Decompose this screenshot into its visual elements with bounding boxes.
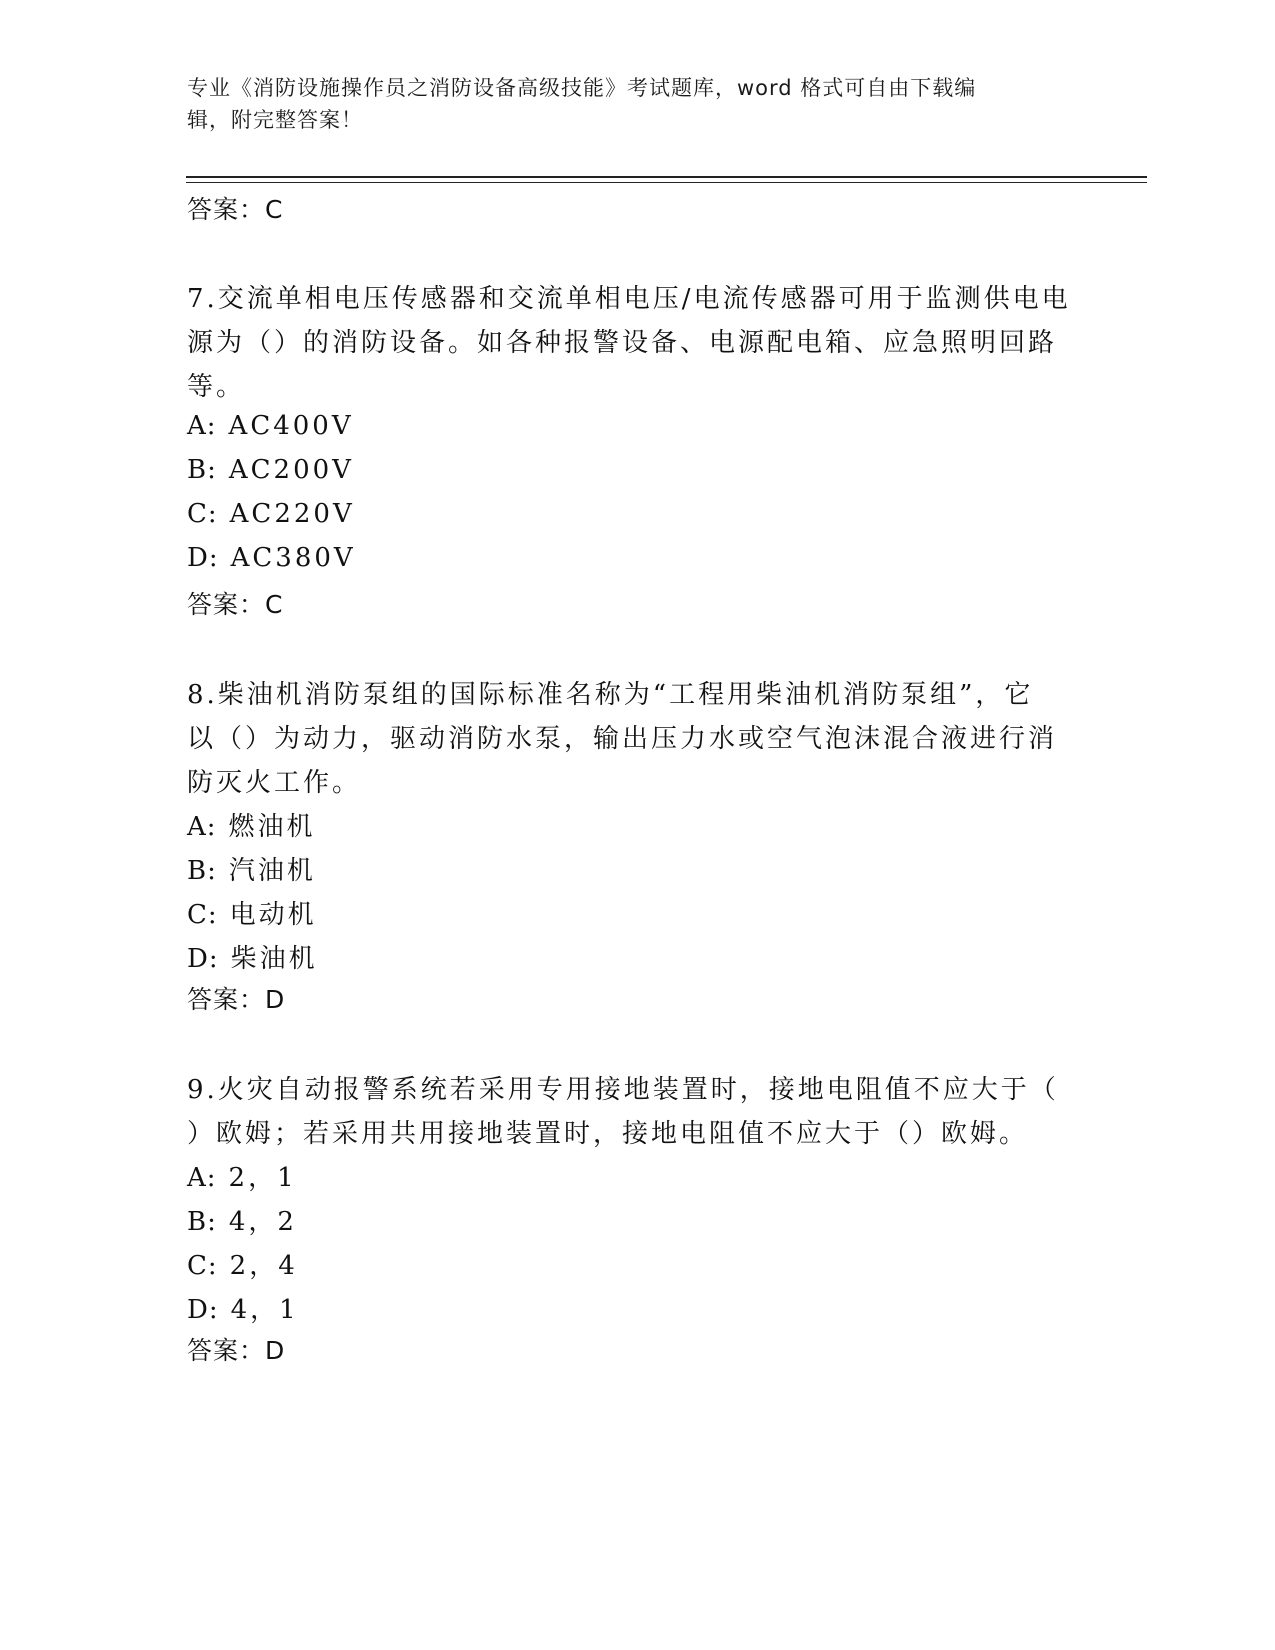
option-key: D: xyxy=(187,1295,219,1325)
option-key: B: xyxy=(187,455,217,485)
option-key: C: xyxy=(187,1251,218,1281)
option-value: 电动机 xyxy=(229,900,317,930)
option-key: D: xyxy=(187,543,219,573)
question-8-line-1: 8.柴油机消防泵组的国际标准名称为“工程用柴油机消防泵组”，它 xyxy=(187,680,1034,710)
question-9-option-c xyxy=(187,1245,298,1282)
option-value: 汽油机 xyxy=(228,856,316,886)
option-value: AC220V xyxy=(229,499,355,529)
question-7-line-1: 7.交流单相电压传感器和交流单相电压/电流传感器可用于监测供电电 xyxy=(187,284,1071,314)
option-value: 柴油机 xyxy=(230,944,318,974)
question-8-option-a xyxy=(187,806,316,843)
question-7-line-2: 源为（）的消防设备。如各种报警设备、电源配电箱、应急照明回路 xyxy=(187,328,1058,358)
option-key: A: xyxy=(187,1163,217,1193)
question-7-answer: 答案：C xyxy=(187,590,284,619)
option-value: 2，4 xyxy=(229,1251,298,1281)
question-7-option-a xyxy=(187,411,354,441)
option-value: 燃油机 xyxy=(228,812,316,842)
question-9-answer: 答案：D xyxy=(187,1336,286,1365)
question-7-option-b xyxy=(187,455,354,485)
header-line-2: 辑，附完整答案！ xyxy=(187,108,363,132)
option-key: A: xyxy=(187,812,217,842)
question-7-line-3: 等。 xyxy=(187,372,246,402)
question-8-option-d xyxy=(187,938,318,975)
question-8-option-b xyxy=(187,850,316,887)
option-value: 4，1 xyxy=(230,1295,299,1325)
header-divider-thin xyxy=(186,182,1147,183)
option-value: AC380V xyxy=(230,543,356,573)
option-value: 2，1 xyxy=(228,1163,297,1193)
question-7-option-c xyxy=(187,499,355,529)
option-key: C: xyxy=(187,900,218,930)
question-9-option-a xyxy=(187,1157,297,1194)
option-key: C: xyxy=(187,499,218,529)
option-value: AC200V xyxy=(228,455,354,485)
option-key: D: xyxy=(187,944,219,974)
question-8-line-2: 以（）为动力，驱动消防水泵，输出压力水或空气泡沫混合液进行消 xyxy=(187,724,1058,754)
question-9-option-b xyxy=(187,1201,297,1238)
header-divider-thick xyxy=(186,176,1147,178)
question-8-line-3: 防灭火工作。 xyxy=(187,768,362,798)
answer-previous: 答案：C xyxy=(187,195,284,224)
question-8-answer: 答案：D xyxy=(187,985,286,1014)
question-8-option-c xyxy=(187,894,317,931)
document-header xyxy=(187,72,1077,136)
option-key: B: xyxy=(187,856,217,886)
question-7-option-d xyxy=(187,543,356,573)
question-9-option-d xyxy=(187,1289,299,1326)
header-line-1: 专业《消防设施操作员之消防设备高级技能》考试题库，word 格式可自由下载编 xyxy=(187,76,977,100)
option-value: 4，2 xyxy=(228,1207,297,1237)
option-key: A: xyxy=(187,411,217,441)
option-key: B: xyxy=(187,1207,217,1237)
question-9-line-2: ）欧姆；若采用共用接地装置时，接地电阻值不应大于（）欧姆。 xyxy=(187,1119,1029,1149)
option-value: AC400V xyxy=(228,411,354,441)
question-9-line-1: 9.火灾自动报警系统若采用专用接地装置时，接地电阻值不应大于（ xyxy=(187,1075,1059,1105)
